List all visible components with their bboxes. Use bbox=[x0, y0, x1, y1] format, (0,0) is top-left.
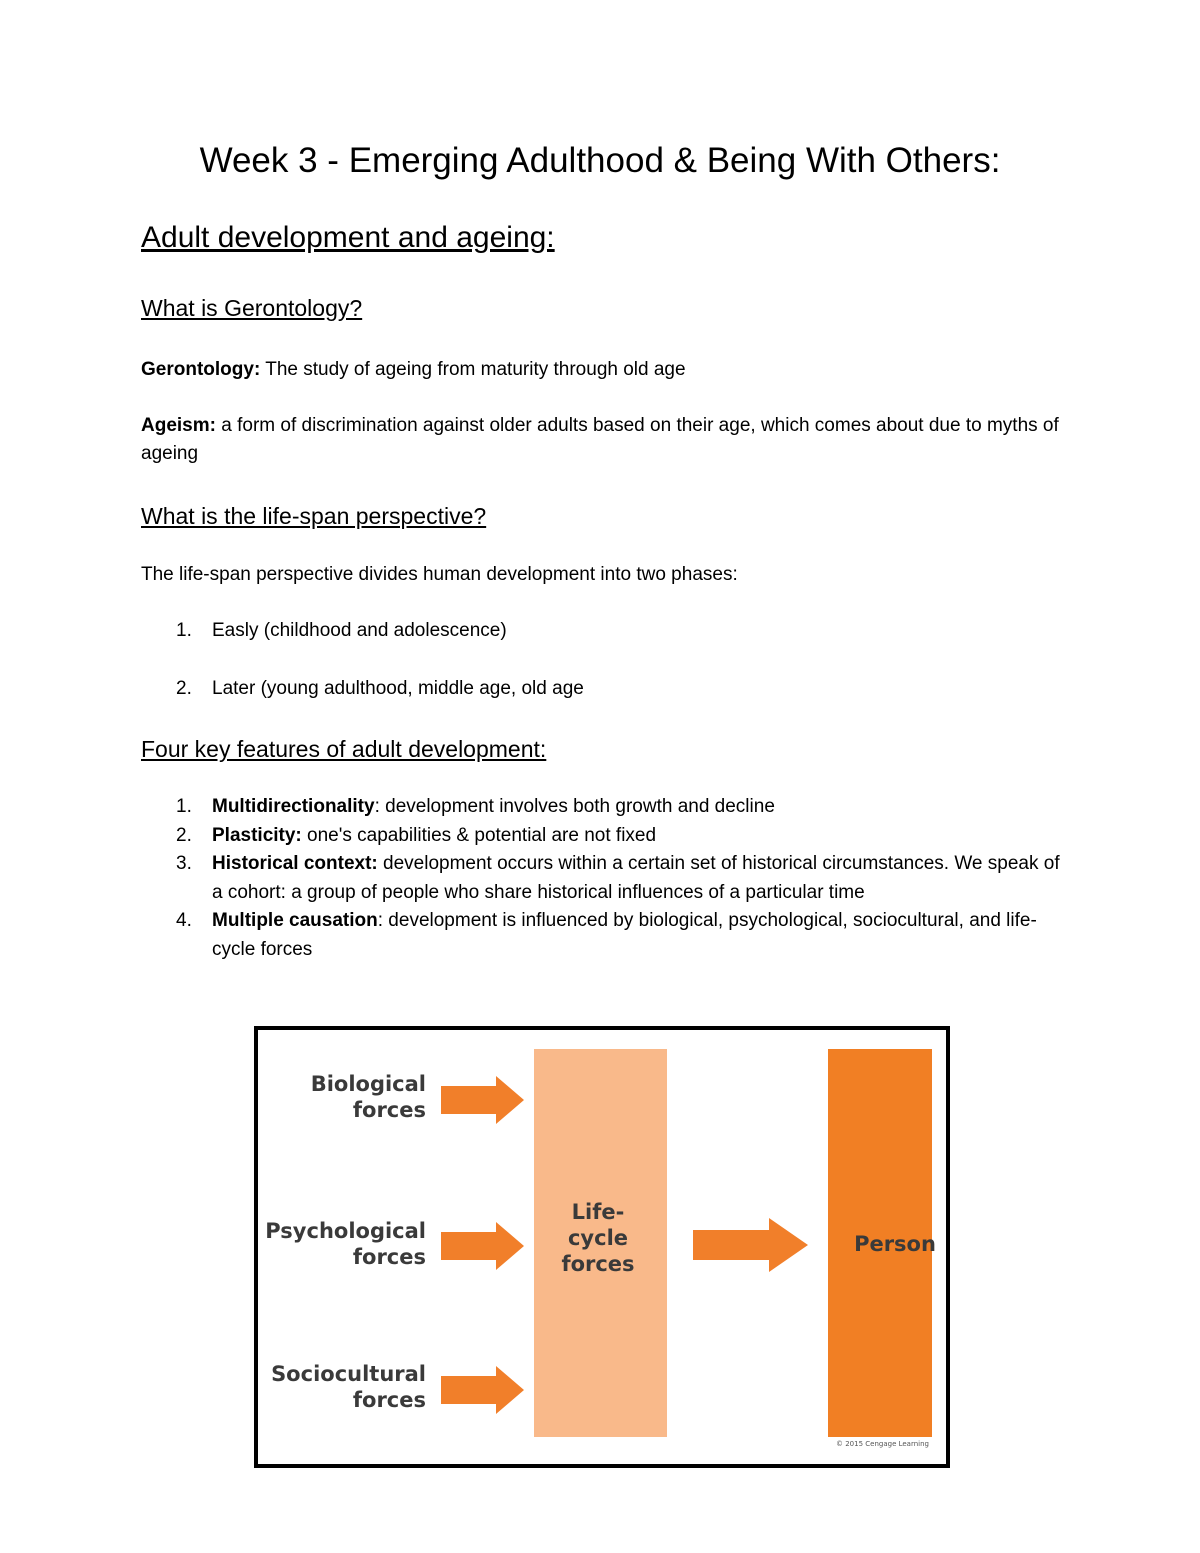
lifecycle-label-1: Life- bbox=[571, 1200, 625, 1224]
ageism-definition bbox=[141, 412, 1061, 468]
forces-diagram bbox=[254, 1026, 950, 1468]
page-title: Week 3 - Emerging Adulthood & Being With Others: bbox=[199, 141, 1001, 180]
features-list bbox=[141, 793, 1061, 964]
gerontology-term: Gerontology: bbox=[141, 359, 261, 380]
list-item bbox=[141, 850, 1061, 907]
feature-term: Plasticity: bbox=[212, 824, 302, 846]
list-number: 2. bbox=[176, 678, 192, 699]
forces-diagram-svg bbox=[258, 1030, 946, 1464]
input-label-biological-1: Biological bbox=[310, 1072, 426, 1096]
list-text: Easly (childhood and adolescence) bbox=[212, 620, 507, 641]
input-label-sociocultural-1: Sociocultural bbox=[271, 1362, 426, 1386]
person-label: Person bbox=[854, 1232, 936, 1256]
gerontology-definition bbox=[141, 356, 1061, 384]
feature-text: : development involves both growth and decline bbox=[374, 796, 775, 817]
feature-text: development occurs within a certain set of historical circumstances. We speak of a cohort: a group of people who share historical influences of a particular time bbox=[212, 853, 1060, 903]
gerontology-heading: What is Gerontology? bbox=[141, 295, 363, 321]
feature-text: : development is influenced by biological, psychological, sociocultural, and life-cycle forces bbox=[212, 910, 1037, 960]
lifecycle-label-2: cycle bbox=[567, 1226, 629, 1250]
list-number: 2. bbox=[176, 824, 192, 846]
list-text: Later (young adulthood, middle age, old age bbox=[212, 678, 584, 699]
list-number: 1. bbox=[176, 796, 192, 817]
lifespan-intro: The life-span perspective divides human development into two phases: bbox=[141, 564, 738, 585]
list-item bbox=[141, 617, 1061, 646]
input-label-biological-2: forces bbox=[352, 1098, 426, 1122]
list-number: 1. bbox=[176, 620, 192, 641]
arrow-biological bbox=[441, 1076, 524, 1124]
list-item bbox=[141, 793, 1061, 822]
input-label-psychological-2: forces bbox=[352, 1245, 426, 1269]
list-number: 3. bbox=[176, 853, 192, 874]
lifecycle-label-3: forces bbox=[561, 1252, 635, 1276]
list-number: 4. bbox=[176, 910, 192, 931]
lifespan-list-2 bbox=[141, 675, 1061, 704]
list-item bbox=[141, 675, 1061, 704]
ageism-text: a form of discrimination against older adults based on their age, which comes about due to myths of ageing bbox=[141, 415, 1059, 464]
feature-term: Multidirectionality bbox=[212, 796, 375, 817]
list-item bbox=[141, 822, 1061, 851]
figure-credit: © 2015 Cengage Learning bbox=[836, 1440, 929, 1448]
arrow-to-person bbox=[693, 1218, 808, 1272]
feature-term: Multiple causation bbox=[212, 910, 378, 931]
input-label-sociocultural-2: forces bbox=[352, 1388, 426, 1412]
ageism-term: Ageism: bbox=[141, 415, 216, 436]
arrow-sociocultural bbox=[441, 1366, 524, 1414]
input-label-psychological-1: Psychological bbox=[265, 1219, 426, 1243]
lifespan-heading: What is the life-span perspective? bbox=[141, 503, 487, 529]
lifespan-list bbox=[141, 617, 1061, 646]
gerontology-text: The study of ageing from maturity through old age bbox=[260, 359, 686, 380]
feature-text: one's capabilities & potential are not fixed bbox=[301, 824, 657, 846]
feature-term: Historical context: bbox=[212, 853, 378, 874]
section-heading: Adult development and ageing: bbox=[141, 221, 555, 254]
features-heading: Four key features of adult development: bbox=[141, 736, 547, 762]
list-item bbox=[141, 907, 1061, 964]
arrow-psychological bbox=[441, 1222, 524, 1270]
